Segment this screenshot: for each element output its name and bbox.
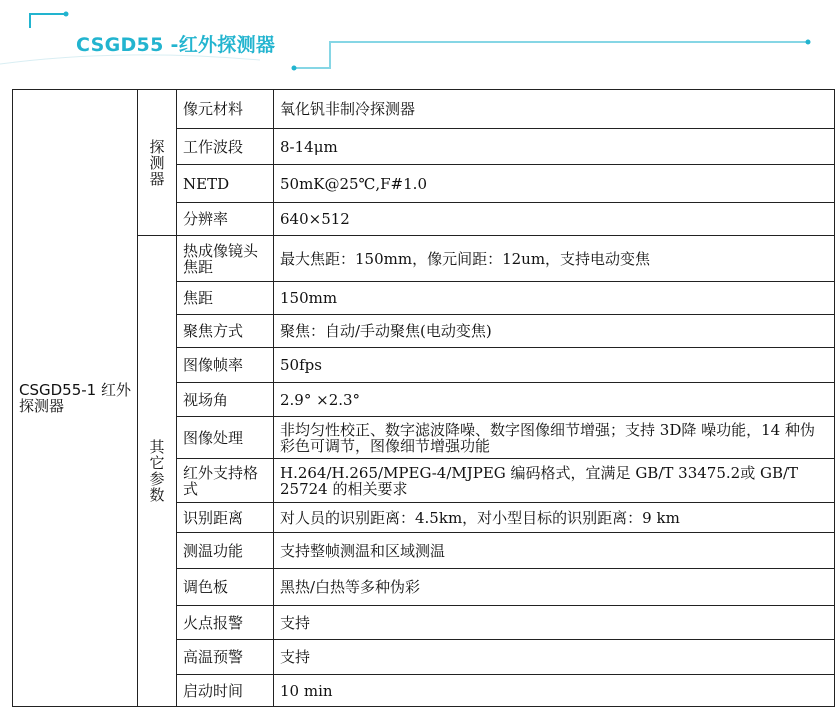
param-name: NETD [177,165,274,203]
param-value: 8-14μm [274,129,835,165]
category-detector [138,90,177,236]
param-name: 红外支持格式 [177,459,274,503]
param-value: 150mm [274,282,835,315]
param-name: 聚焦方式 [177,315,274,348]
param-value: 最大焦距：150mm，像元间距：12um，支持电动变焦 [274,236,835,282]
page-header [0,0,839,88]
param-value: 支持 [274,640,835,675]
param-value: 支持 [274,606,835,640]
param-name: 分辨率 [177,203,274,236]
table-row [13,90,835,129]
param-value: 黑热/白热等多种伪彩 [274,569,835,606]
category-label: 其它参数 [149,438,165,504]
param-name: 焦距 [177,282,274,315]
param-name: 火点报警 [177,606,274,640]
param-value: 50fps [274,348,835,383]
param-name: 像元材料 [177,90,274,129]
param-name: 测温功能 [177,533,274,569]
param-value: 10 min [274,675,835,707]
param-value: 支持整帧测温和区域测温 [274,533,835,569]
param-value: 640×512 [274,203,835,236]
param-name: 热成像镜头焦距 [177,236,274,282]
spec-table [12,89,835,707]
param-value: 2.9° ×2.3° [274,383,835,417]
param-value: H.264/H.265/MPEG-4/MJPEG 编码格式，宜满足 GB/T 33475.2或 GB/T 25724 的相关要求 [274,459,835,503]
param-value: 50mK@25℃,F#1.0 [274,165,835,203]
param-name: 识别距离 [177,503,274,533]
param-name: 图像帧率 [177,348,274,383]
param-value: 聚焦：自动/手动聚焦(电动变焦) [274,315,835,348]
category-label: 探测器 [149,137,165,188]
param-name: 图像处理 [177,417,274,459]
param-name: 高温预警 [177,640,274,675]
category-other-params [138,236,177,707]
param-value: 对人员的识别距离：4.5km，对小型目标的识别距离：9 km [274,503,835,533]
model-cell: CSGD55-1 红外探测器 [13,90,138,707]
page-title: CSGD55 -红外探测器 [76,34,276,56]
param-name: 视场角 [177,383,274,417]
param-name: 工作波段 [177,129,274,165]
param-value: 非均匀性校正、数字滤波降噪、数字图像细节增强；支持 3D降 噪功能，14 种伪彩色可调节，图像细节增强功能 [274,417,835,459]
param-value: 氧化钒非制冷探测器 [274,90,835,129]
param-name: 调色板 [177,569,274,606]
param-name: 启动时间 [177,675,274,707]
